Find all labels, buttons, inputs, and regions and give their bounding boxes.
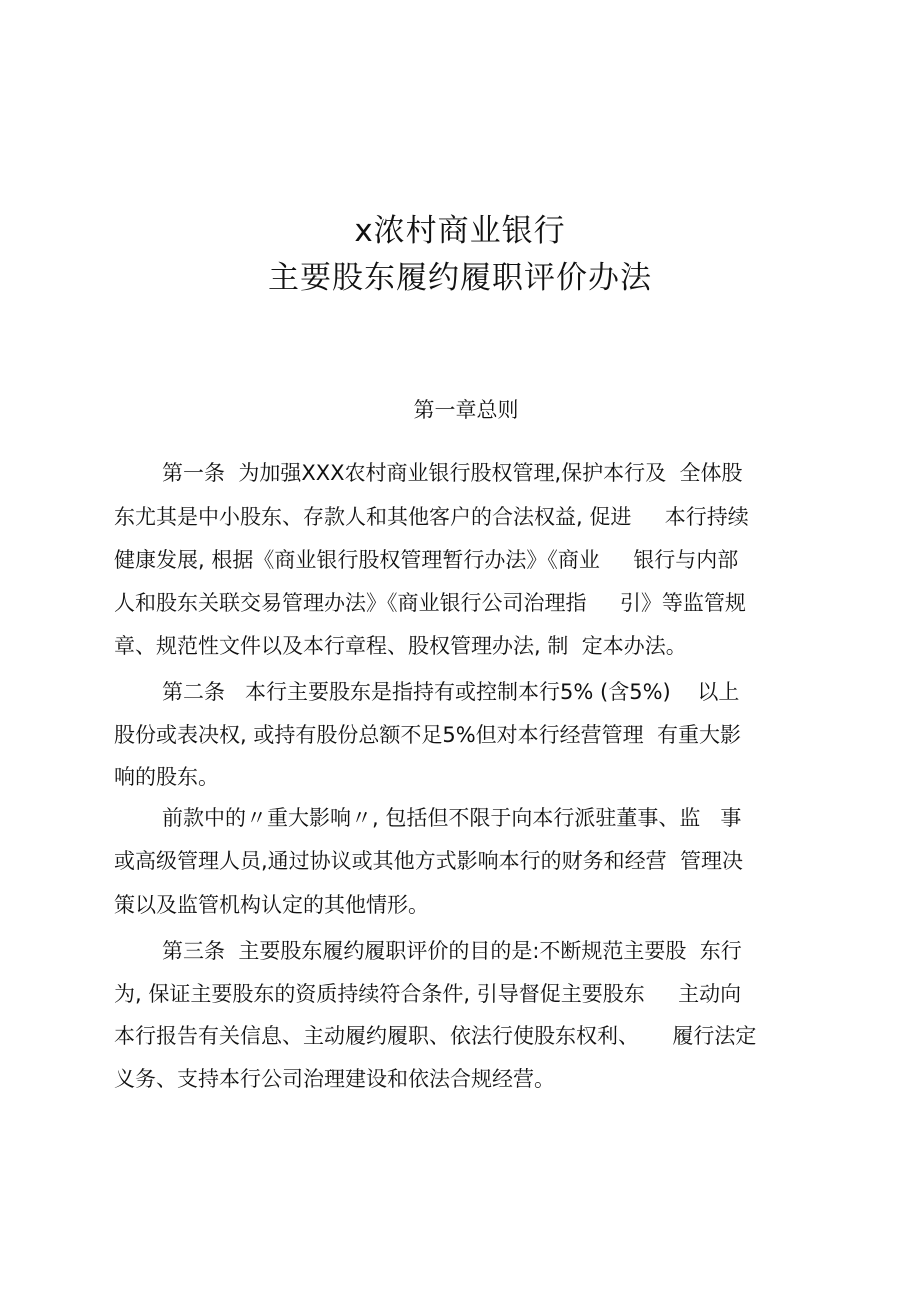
article-3-line-4: 义务、支持本行公司治理建设和依法合规经营。	[114, 1067, 555, 1091]
document-title-line-2: 主要股东履约履职评价办法	[268, 260, 652, 296]
article-3-line-3: 本行报告有关信息、主动履约履职、依法行使股东权利、 履行法定	[114, 1024, 757, 1048]
article-2-line-2: 股份或表决权, 或持有股份总额不足5%但对本行经营管理 有重大影	[114, 723, 742, 747]
document-title-line-1: x浓村商业银行	[354, 213, 566, 249]
article-2-line-3: 响的股东。	[114, 765, 219, 789]
article-1-line-2: 东尤其是中小股东、存款人和其他客户的合法权益, 促进 本行持续	[114, 505, 749, 529]
article-3-line-1: 第三条 主要股东履约履职评价的目的是:不断规范主要股 东行	[162, 939, 742, 963]
paragraph-major-influence-line-1: 前款中的〃重大影响〃, 包括但不限于向本行派驻董事、监 事	[162, 806, 742, 830]
article-3-line-2: 为, 保证主要股东的资质持续符合条件, 引导督促主要股东 主动向	[114, 982, 742, 1006]
article-2-line-1: 第二条 本行主要股东是指持有或控制本行5% (含5%) 以上	[162, 680, 740, 704]
article-1-line-3: 健康发展, 根据《商业银行股权管理暂行办法》《商业 银行与内部	[114, 548, 739, 572]
article-1-line-4: 人和股东关联交易管理办法》《商业银行公司治理指 引》等监管规	[114, 591, 746, 615]
chapter-heading: 第一章总则	[413, 398, 519, 422]
paragraph-major-influence-line-3: 策以及监管机构认定的其他情形。	[114, 893, 429, 917]
paragraph-major-influence-line-2: 或高级管理人员,通过协议或其他方式影响本行的财务和经营 管理决	[114, 849, 744, 873]
article-1-line-1: 第一条 为加强XXX农村商业银行股权管理,保护本行及 全体股	[162, 461, 743, 485]
article-1-line-5: 章、规范性文件以及本行章程、股权管理办法, 制 定本办法。	[114, 634, 687, 658]
